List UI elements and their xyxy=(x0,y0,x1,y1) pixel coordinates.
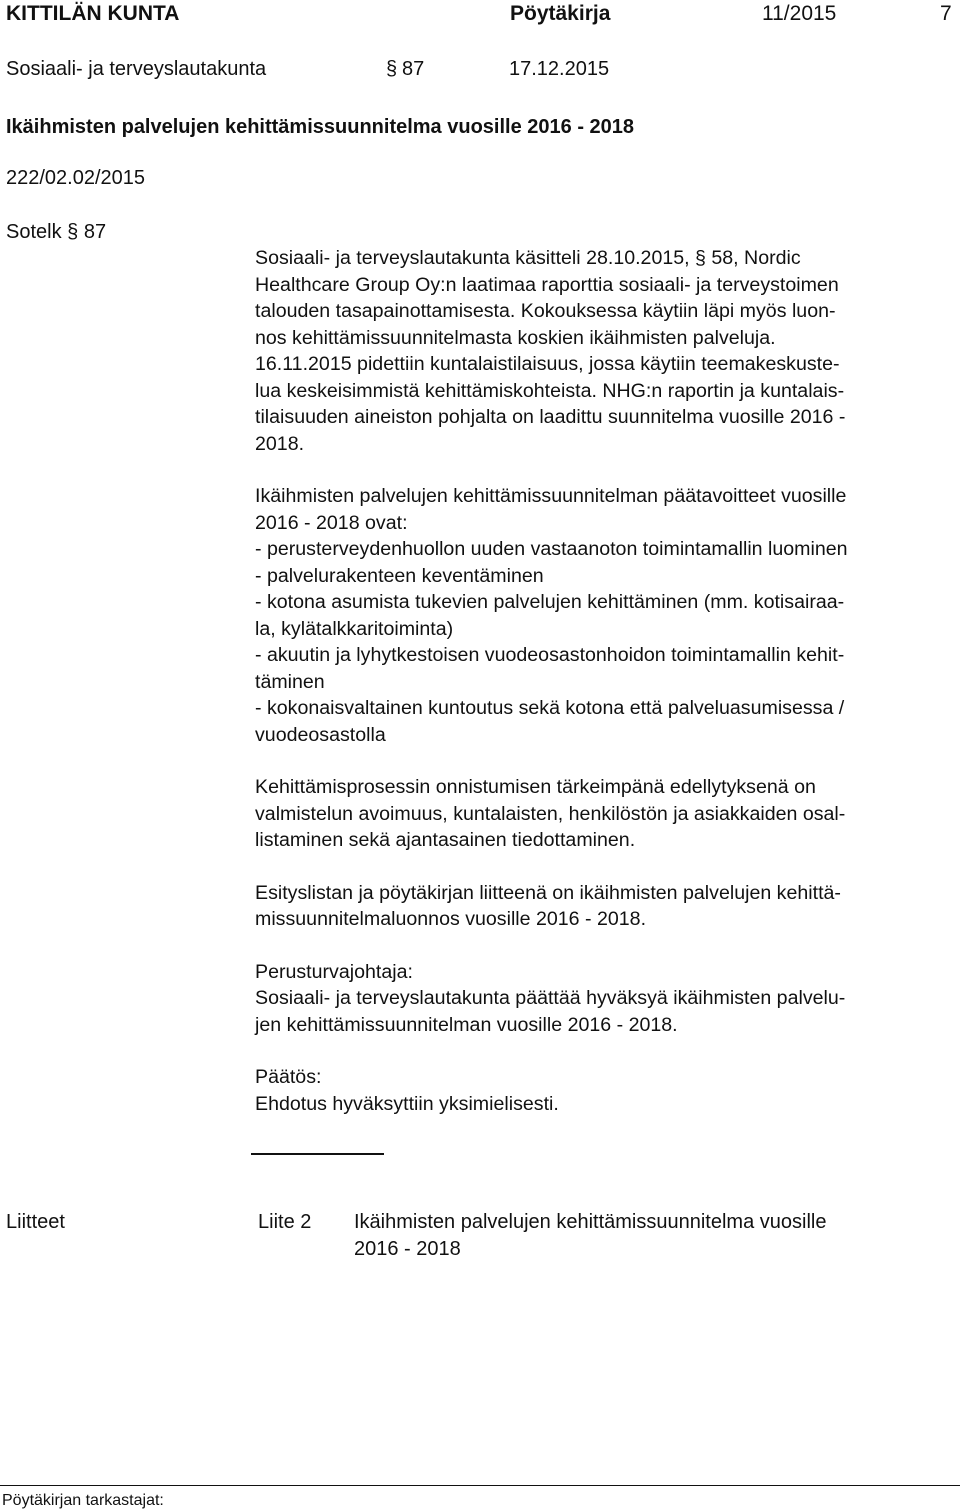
text-line: 2018. xyxy=(255,432,305,455)
section-label: Sotelk xyxy=(6,221,62,243)
proposal-heading: Perusturvajohtaja: xyxy=(255,960,413,983)
meeting-date: 17.12.2015 xyxy=(509,58,610,80)
text-line: 16.11.2015 pidettiin kuntalaistilaisuus, jossa käytiin teemakeskuste- xyxy=(255,353,840,375)
text-line: 2016 - 2018 ovat: xyxy=(255,511,408,534)
list-item: la, kylätalkkaritoiminta) xyxy=(255,617,454,640)
document-number: 11/2015 xyxy=(762,2,837,25)
decision-heading: Päätös: xyxy=(255,1066,322,1088)
checkers-label: Pöytäkirjan tarkastajat: xyxy=(2,1492,164,1509)
text-line: tilaisuuden aineiston pohjalta on laadittu suunnitelma vuosille 2016 - xyxy=(255,406,846,428)
text-line: Sosiaali- ja terveyslautakunta käsitteli 28.10.2015, § 58, Nordic xyxy=(255,247,801,269)
body-text xyxy=(255,245,955,1117)
section-symbol: § xyxy=(386,58,398,80)
text-line: Sosiaali- ja terveyslautakunta päättää hyväksyä ikäihmisten palvelu- xyxy=(255,987,846,1009)
text-line: Healthcare Group Oy:n laatimaa raporttia sosiaali- ja terveystoimen xyxy=(255,273,839,296)
proposal-paragraph xyxy=(255,959,955,1039)
section-no: 87 xyxy=(83,221,107,243)
record-number: 222/02.02/2015 xyxy=(6,167,146,189)
text-line: Ikäihmisten palvelujen kehittämissuunnitelman päätavoitteet vuosille xyxy=(255,485,847,507)
text-line: nos kehittämissuunnitelmasta koskien ikäihmisten palveluja. xyxy=(255,326,776,349)
text-line: missuunnitelmaluonnos vuosille 2016 - 2018. xyxy=(255,908,647,930)
text-line: listaminen sekä ajantasainen tiedottaminen. xyxy=(255,829,636,851)
list-item: - kokonaisvaltainen kuntoutus sekä kotona että palveluasumisessa / xyxy=(255,697,845,719)
signature-rule xyxy=(251,1153,384,1155)
intro-paragraph xyxy=(255,245,955,457)
text-line: Kehittämisprosessin onnistumisen tärkeimpänä edellytyksenä on xyxy=(255,776,816,798)
list-item: täminen xyxy=(255,670,325,693)
list-item: - akuutin ja lyhytkestoisen vuodeosastonhoidon toimintamallin kehit- xyxy=(255,644,845,666)
attachment-paragraph xyxy=(255,880,955,933)
section-reference xyxy=(6,219,106,246)
text-line: lua keskeisimmistä kehittämiskohteista. NHG:n raportin ja kuntalais- xyxy=(255,379,845,402)
text-line: Esityslistan ja pöytäkirjan liitteenä on ikäihmisten palvelujen kehittä- xyxy=(255,881,841,904)
attachment-title-line1: Ikäihmisten palvelujen kehittämissuunnitelma vuosille xyxy=(354,1211,827,1233)
attachment-title-line2: 2016 - 2018 xyxy=(354,1238,461,1260)
text-line: talouden tasapainottamisesta. Kokouksessa käytiin läpi myös luon- xyxy=(255,300,836,322)
footer-rule xyxy=(0,1485,960,1486)
list-item: - palvelurakenteen keventäminen xyxy=(255,564,544,587)
goals-paragraph xyxy=(255,483,955,748)
page-number: 7 xyxy=(940,2,952,25)
item-title: Ikäihmisten palvelujen kehittämissuunnitelma vuosille 2016 - 2018 xyxy=(6,116,635,138)
municipality-name: KITTILÄN KUNTA xyxy=(6,2,180,25)
list-item: vuodeosastolla xyxy=(255,723,386,746)
text-line: valmistelun avoimuus, kuntalaisten, henkilöstön ja asiakkaiden osal- xyxy=(255,802,846,825)
section-symbol-small: § xyxy=(67,221,79,243)
text-line: jen kehittämissuunnitelman vuosille 2016 - 2018. xyxy=(255,1013,678,1036)
attachment-ref: Liite 2 xyxy=(258,1211,312,1233)
attachments-label: Liitteet xyxy=(6,1211,65,1233)
process-paragraph xyxy=(255,774,955,854)
section-number: 87 xyxy=(402,58,425,80)
list-item: - perusterveydenhuollon uuden vastaanoton toimintamallin luominen xyxy=(255,538,848,560)
decision-paragraph xyxy=(255,1064,955,1117)
decision-text: Ehdotus hyväksyttiin yksimielisesti. xyxy=(255,1092,559,1115)
list-item: - kotona asumista tukevien palvelujen kehittäminen (mm. kotisairaa- xyxy=(255,591,845,613)
document-type: Pöytäkirja xyxy=(510,2,611,25)
committee-name: Sosiaali- ja terveyslautakunta xyxy=(6,58,267,80)
